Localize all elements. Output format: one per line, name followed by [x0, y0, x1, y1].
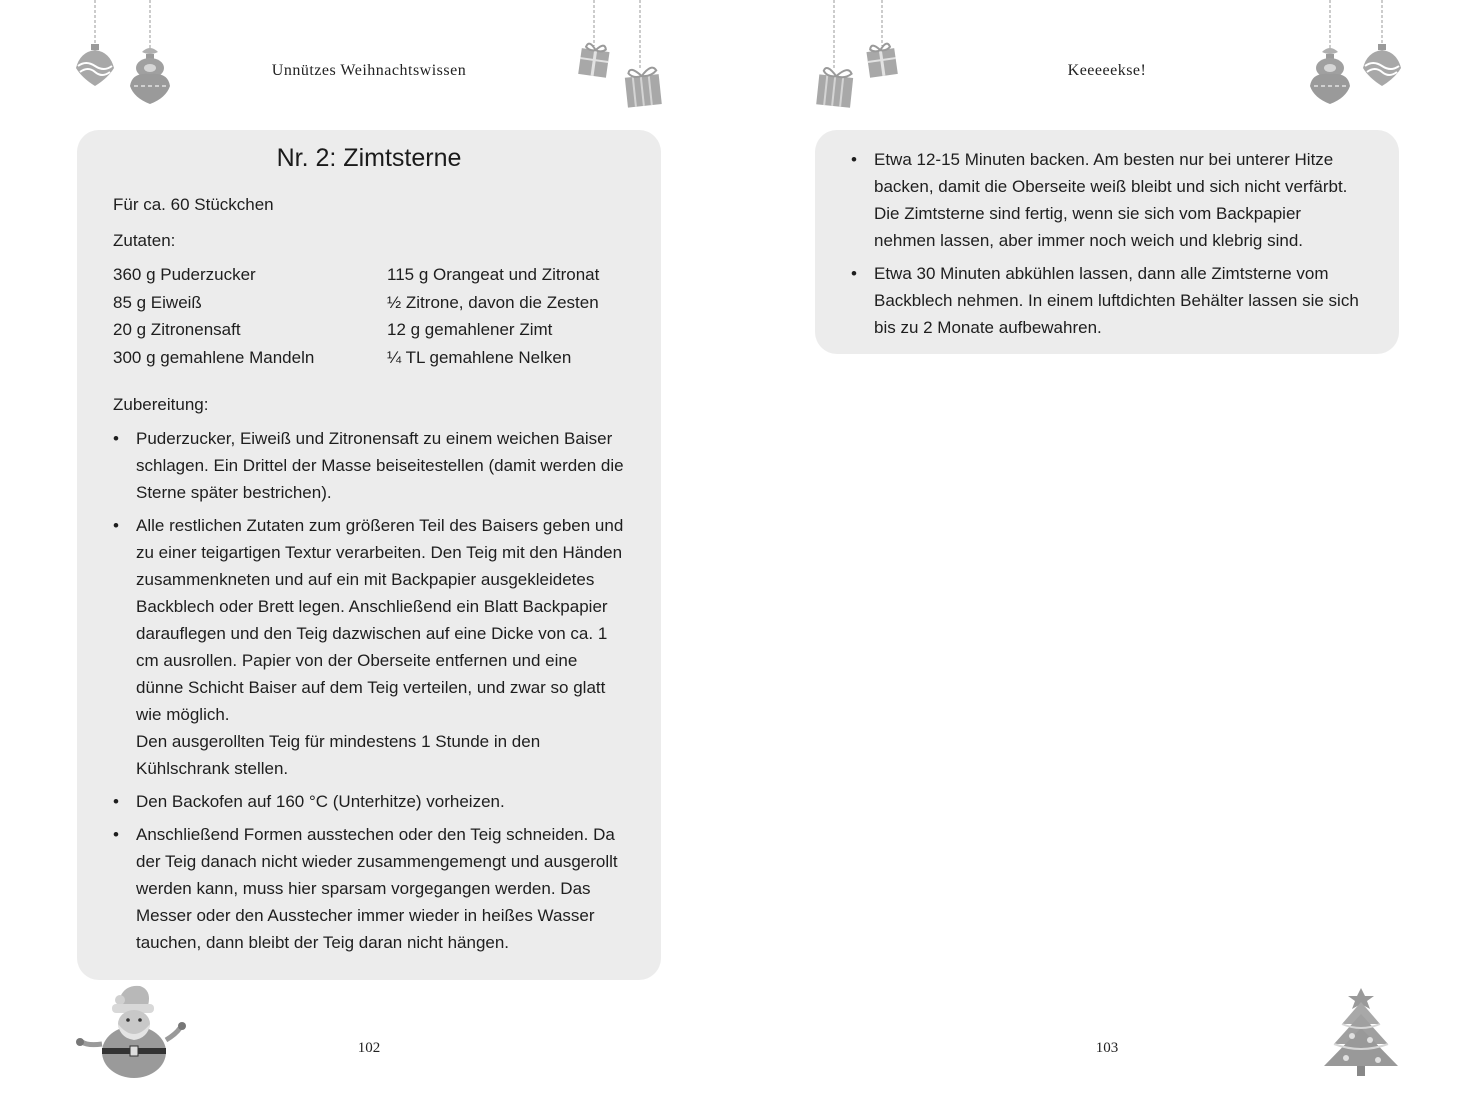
ingredients-list — [113, 261, 625, 371]
bullet-icon: • — [113, 516, 119, 535]
step-item — [113, 425, 625, 506]
step-text: Den ausgerollten Teig für mindestens 1 Stunde in den Kühlschrank stellen. — [136, 732, 541, 778]
santa-icon — [72, 982, 190, 1082]
step-item — [851, 260, 1363, 341]
ingredient-item: 115 g Orangeat und Zitronat — [387, 265, 600, 284]
step-item — [113, 821, 625, 956]
recipe-box — [77, 130, 661, 980]
step-text: Puderzucker, Eiweiß und Zitronensaft zu einem weichen Baiser schlagen. Ein Drittel der Masse beiseitestellen (damit werden die Sterne später bestrichen). — [136, 429, 624, 502]
ingredient-item: 300 g gemahlene Mandeln — [113, 347, 315, 367]
ingredient-item: ¼ TL gemahlene Nelken — [387, 347, 572, 367]
step-text: Alle restlichen Zutaten zum größeren Teil des Baisers geben und zu einer teigartigen Textur verarbeiten. Den Teig mit den Händen zusammenkneten und auf ein mit Backpapier ausgekleidetes Backblech oder Brett legen. Anschließend ein Blatt Backpapier darauflegen und den Teig dazwischen auf eine Dicke von ca. 1 cm ausrollen. Papier von der Oberseite entfernen und eine dünne Schicht Baiser auf dem Teig verteilen, und zwar so glatt wie möglich. — [136, 516, 624, 724]
preparation-steps — [851, 146, 1363, 341]
running-head: Unnützes Weihnachtswissen — [271, 62, 467, 79]
bullet-icon: • — [113, 792, 119, 811]
recipe-box-continued — [815, 130, 1399, 354]
bullet-icon: • — [113, 429, 119, 448]
step-text: Etwa 30 Minuten abkühlen lassen, dann alle Zimtsterne vom Backblech nehmen. In einem luftdichten Behälter lassen sie sich bis zu 2 Monate aufbewahren. — [874, 264, 1359, 337]
preparation-steps — [113, 425, 625, 956]
ingredient-item: ½ Zitrone, davon die Zesten — [387, 292, 599, 312]
ingredient-item: 12 g gemahlener Zimt — [387, 320, 553, 339]
bauble-ornament-icon — [72, 0, 182, 112]
page-number: 102 — [357, 1040, 381, 1056]
step-item — [113, 512, 625, 782]
step-item — [851, 146, 1363, 254]
right-page — [738, 0, 1476, 1104]
step-text: Etwa 12-15 Minuten backen. Am besten nur bei unterer Hitze backen, damit die Oberseite weiß bleibt und sich nicht verfärbt. Die Zimtsterne sind fertig, wenn sie sich vom Backpapier nehmen lassen, aber immer noch weich und klebrig sind. — [874, 150, 1348, 250]
ingredient-item: 360 g Puderzucker — [113, 265, 256, 284]
step-text: Anschließend Formen ausstechen oder den Teig schneiden. Da der Teig danach nicht wieder zusammengemengt und ausgerollt werden kann, muss hier sparsam vorgegangen werden. Das Messer oder den Ausstecher immer wieder in heißes Wasser tauchen, dann bleibt der Teig daran nicht hängen. — [136, 825, 618, 952]
gift-ornament-icon — [810, 0, 902, 112]
bullet-icon: • — [113, 825, 119, 844]
christmas-tree-icon — [1318, 984, 1404, 1078]
ingredient-item: 85 g Eiweiß — [113, 292, 202, 312]
recipe-title: Nr. 2: Zimtsterne — [276, 144, 462, 172]
step-item — [113, 788, 625, 815]
recipe-yield: Für ca. 60 Stückchen — [113, 195, 274, 214]
bullet-icon: • — [851, 264, 857, 283]
page-number: 103 — [1095, 1040, 1119, 1056]
step-text: Den Backofen auf 160 °C (Unterhitze) vorheizen. — [136, 792, 505, 811]
preparation-heading: Zubereitung: — [113, 395, 209, 414]
bauble-ornament-icon — [1298, 0, 1408, 112]
gift-ornament-icon — [574, 0, 666, 112]
ingredients-heading: Zutaten: — [113, 231, 176, 250]
running-head: Keeeeekse! — [1067, 62, 1147, 79]
ingredient-item: 20 g Zitronensaft — [113, 320, 241, 339]
bullet-icon: • — [851, 150, 857, 169]
